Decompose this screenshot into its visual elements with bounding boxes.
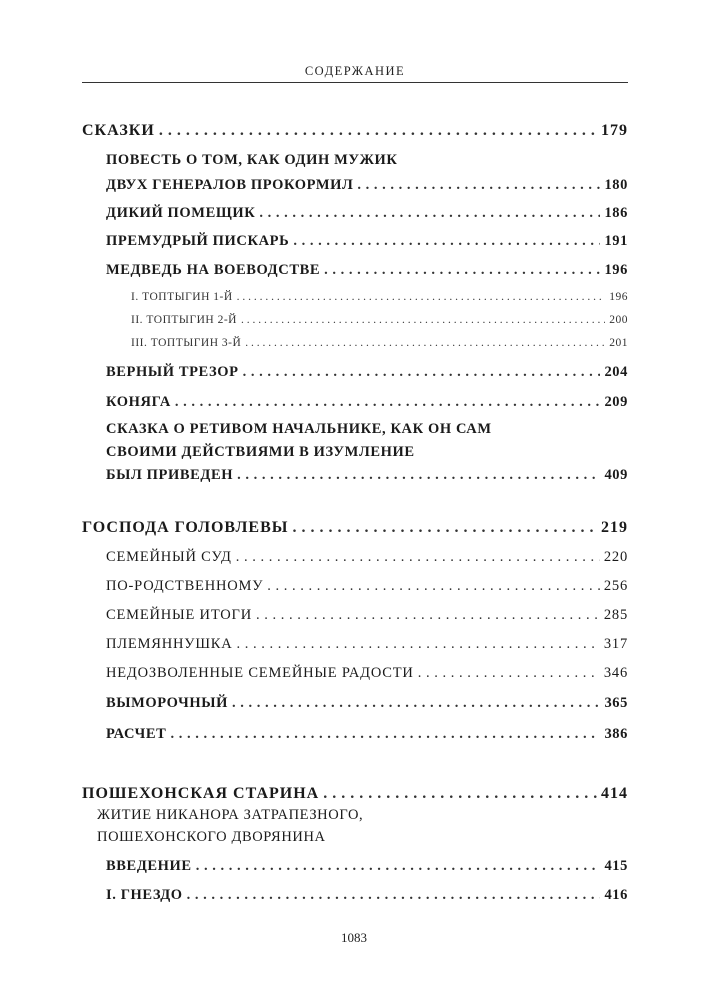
toc-page-number: 191 (604, 233, 628, 249)
leader-dots (357, 177, 600, 194)
toc-page-number: 256 (603, 578, 628, 594)
leader-dots (267, 578, 600, 595)
header-rule (82, 82, 628, 83)
toc-entry-dikiy-pomeshchik[interactable] (106, 205, 628, 222)
toc-entry-konyaga[interactable] (106, 394, 628, 411)
leader-dots (237, 636, 600, 653)
leader-dots (243, 364, 601, 381)
toc-part-title: ГОСПОДА ГОЛОВЛЕВЫ (82, 519, 289, 536)
leader-dots (292, 519, 597, 537)
toc-entry-vvedenie[interactable] (106, 858, 628, 875)
leader-dots (323, 785, 597, 803)
toc-entry-title: РАСЧЕТ (106, 726, 167, 742)
toc-entry-toptygin-2[interactable] (131, 314, 628, 326)
leader-dots (241, 314, 605, 326)
toc-page-number: 209 (604, 394, 628, 410)
toc-entry-premudry-piskar[interactable] (106, 233, 628, 250)
toc-entry-title: ВЕРНЫЙ ТРЕЗОР (106, 364, 239, 380)
toc-page-number: 179 (601, 122, 628, 139)
toc-part-title: СКАЗКИ (82, 122, 155, 139)
toc-entry-po-rodstvennomu[interactable] (106, 578, 628, 595)
toc-page-number: 219 (601, 519, 628, 536)
leader-dots (293, 233, 600, 250)
toc-part-subtitle-line2: ПОШЕХОНСКОГО ДВОРЯНИНА (97, 829, 326, 845)
toc-part-golovlevy[interactable] (82, 519, 628, 537)
leader-dots (175, 394, 601, 411)
toc-part-title: ПОШЕХОНСКАЯ СТАРИНА (82, 785, 320, 802)
leader-dots (232, 695, 600, 712)
leader-dots (170, 726, 600, 743)
toc-page-number: 415 (604, 858, 628, 874)
toc-page-number: 186 (604, 205, 628, 221)
toc-entry-title: МЕДВЕДЬ НА ВОЕВОДСТВЕ (106, 262, 321, 278)
toc-entry-title: I. ГНЕЗДО (106, 887, 183, 903)
toc-entry-nedozvolennye-radosti[interactable] (106, 665, 628, 682)
toc-entry-title: ВВЕДЕНИЕ (106, 858, 192, 874)
toc-entry-povest-line1[interactable]: ПОВЕСТЬ О ТОМ, КАК ОДИН МУЖИК (106, 152, 398, 168)
toc-entry-title: НЕДОЗВОЛЕННЫЕ СЕМЕЙНЫЕ РАДОСТИ (106, 665, 414, 681)
toc-page-number: 201 (609, 337, 628, 349)
toc-entry-semeynye-itogi[interactable] (106, 607, 628, 624)
leader-dots (256, 607, 600, 624)
toc-entry-title: I. ТОПТЫГИН 1-Й (131, 291, 233, 303)
running-header: СОДЕРЖАНИЕ (304, 64, 406, 78)
toc-page-number: 180 (604, 177, 628, 193)
leader-dots (236, 549, 600, 566)
toc-entry-title: III. ТОПТЫГИН 3-Й (131, 337, 242, 349)
toc-entry-retivy-line1[interactable]: СКАЗКА О РЕТИВОМ НАЧАЛЬНИКЕ, КАК ОН САМ (106, 421, 492, 437)
toc-entry-title: ВЫМОРОЧНЫЙ (106, 695, 228, 711)
leader-dots (237, 291, 606, 303)
toc-page-number: 220 (603, 549, 628, 565)
toc-entry-plemyannushka[interactable] (106, 636, 628, 653)
toc-entry-toptygin-1[interactable] (131, 291, 628, 303)
leader-dots (418, 665, 600, 682)
leader-dots (159, 122, 597, 140)
toc-entry-title: БЫЛ ПРИВЕДЕН (106, 467, 234, 483)
toc-entry-raschet[interactable] (106, 726, 628, 743)
toc-entry-title: СЕМЕЙНЫЙ СУД (106, 549, 232, 565)
toc-page-number: 365 (604, 695, 628, 711)
toc-page-number: 196 (609, 291, 628, 303)
toc-entry-title: ПЛЕМЯННУШКА (106, 636, 233, 652)
toc-entry-retivy-line2[interactable]: СВОИМИ ДЕЙСТВИЯМИ В ИЗУМЛЕНИЕ (106, 444, 415, 460)
toc-part-subtitle-line1: ЖИТИЕ НИКАНОРА ЗАТРАПЕЗНОГО, (97, 807, 364, 823)
toc-entry-toptygin-3[interactable] (131, 337, 628, 349)
toc-entry-verny-trezor[interactable] (106, 364, 628, 381)
leader-dots (187, 887, 601, 904)
toc-entry-gnezdo[interactable] (106, 887, 628, 904)
toc-entry-vymorochny[interactable] (106, 695, 628, 712)
toc-entry-title: СЕМЕЙНЫЕ ИТОГИ (106, 607, 253, 623)
toc-entry-povest[interactable] (106, 177, 628, 194)
toc-part-poshekhonskaya[interactable] (82, 785, 628, 803)
page-number: 1083 (341, 930, 367, 945)
toc-page-number: 204 (604, 364, 628, 380)
leader-dots (324, 262, 600, 279)
toc-page-number: 414 (601, 785, 628, 802)
toc-entry-title: ПРЕМУДРЫЙ ПИСКАРЬ (106, 233, 290, 249)
toc-page-number: 317 (603, 636, 628, 652)
toc-page-number: 196 (604, 262, 628, 278)
leader-dots (237, 467, 600, 484)
toc-page-number: 386 (604, 726, 628, 742)
toc-entry-title: II. ТОПТЫГИН 2-Й (131, 314, 237, 326)
leader-dots (245, 337, 605, 349)
toc-page-number: 285 (603, 607, 628, 623)
toc-page-number: 200 (609, 314, 628, 326)
toc-entry-title: ДВУХ ГЕНЕРАЛОВ ПРОКОРМИЛ (106, 177, 354, 193)
toc-page-number: 409 (604, 467, 628, 483)
toc-entry-title: КОНЯГА (106, 394, 171, 410)
toc-entry-title: ДИКИЙ ПОМЕЩИК (106, 205, 256, 221)
leader-dots (196, 858, 601, 875)
toc-entry-medved[interactable] (106, 262, 628, 279)
toc-entry-retivy[interactable] (106, 467, 628, 484)
toc-page-number: 416 (604, 887, 628, 903)
toc-entry-semeyny-sud[interactable] (106, 549, 628, 566)
leader-dots (259, 205, 600, 222)
toc-entry-title: ПО-РОДСТВЕННОМУ (106, 578, 264, 594)
toc-part-skazki[interactable] (82, 122, 628, 140)
toc-page-number: 346 (603, 665, 628, 681)
